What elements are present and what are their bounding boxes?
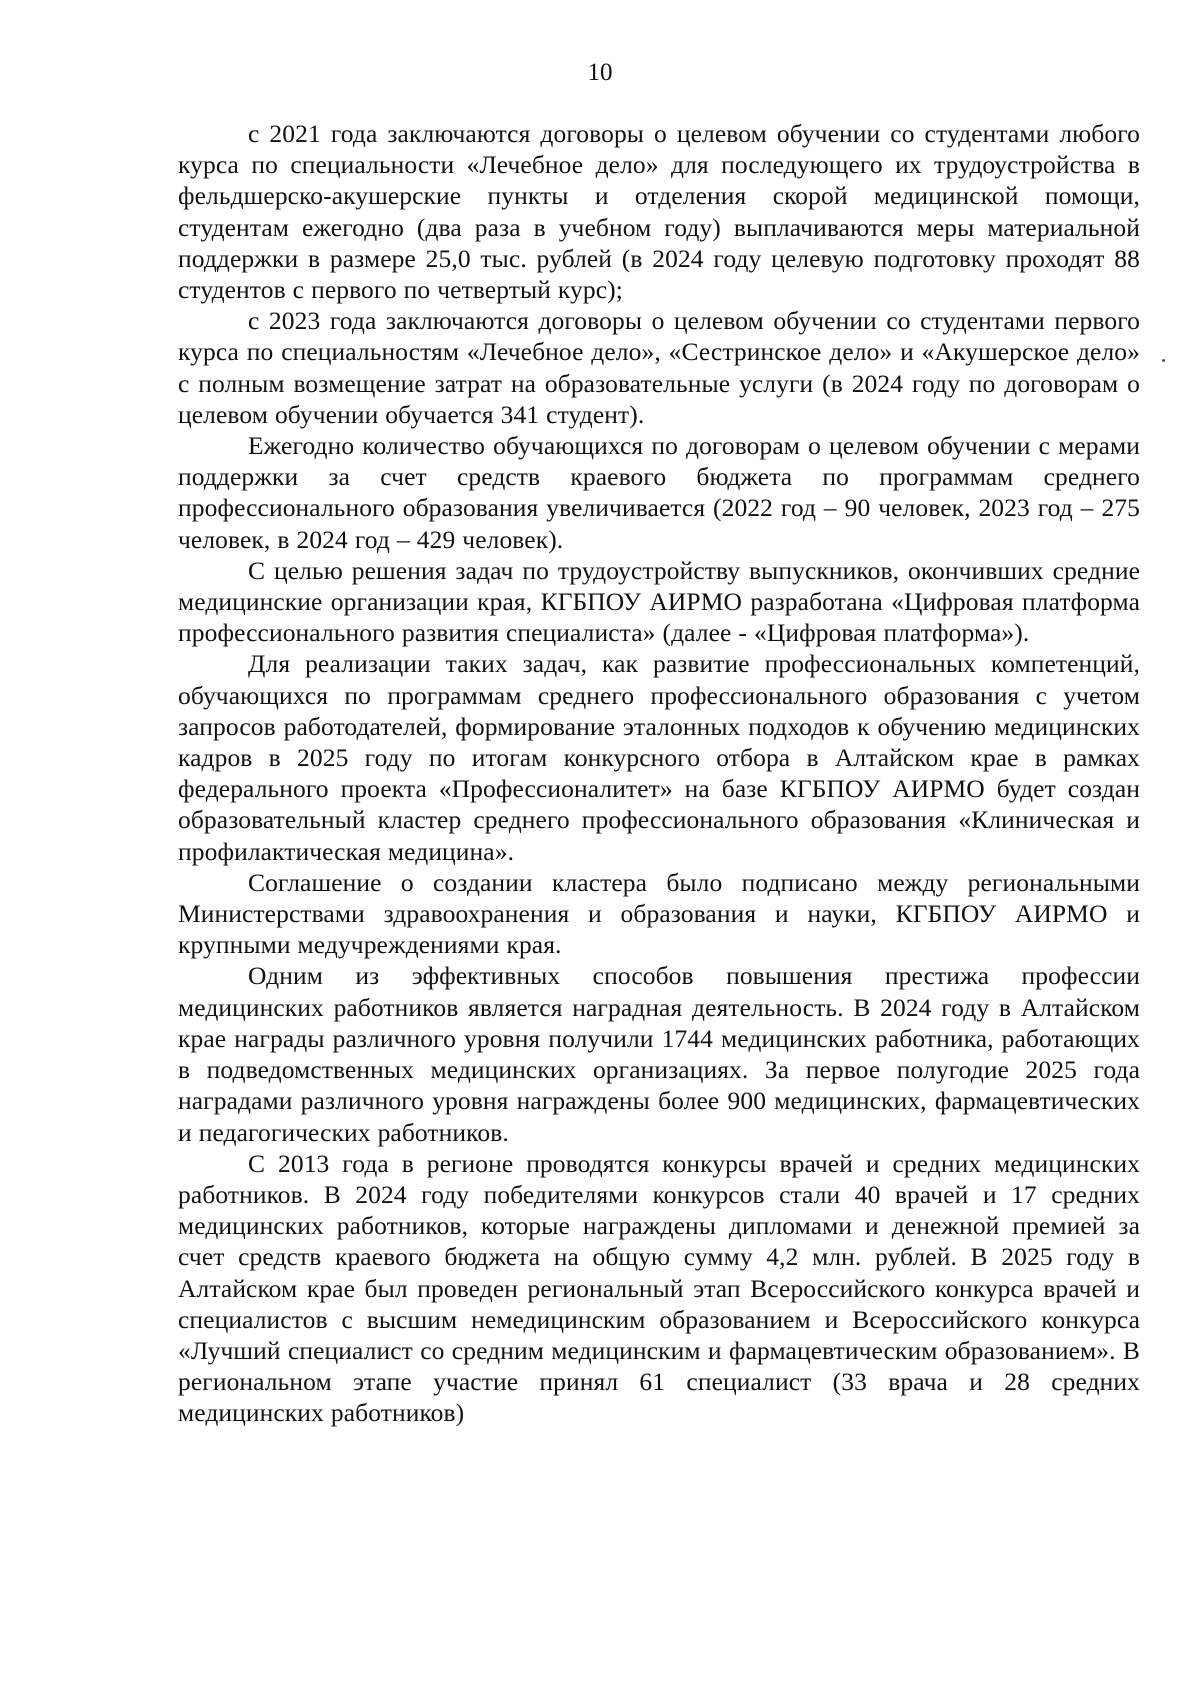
paragraph-awards: Одним из эффективных способов повышения престижа профессии медицинских работников является наградная деятельность. В 2024 году в Алтайском крае награды различного уровня получили 1744 медицинских работника, работающих в подведомственных медицинских организациях. За первое полугодие 2025 года наградами различного уровня награждены более 900 медицинских, фармацевтических и педагогических работников. (178, 961, 1140, 1147)
paragraph-digital-platform: С целью решения задач по трудоустройству выпускников, окончивших средние медицинские организации края, КГБПОУ АИРМО разработана «Цифровая платформа профессионального развития специалиста» (далее - «Цифровая платформа»). (178, 555, 1140, 648)
paragraph-targeted-training-2023: с 2023 года заключаются договоры о целевом обучении со студентами первого курса по специальностям «Лечебное дело», «Сестринское дело» и «Акушерское дело» с полным возмещение затрат на образовательные услуги (в 2024 году по договорам о целевом обучении обучается 341 студент). (178, 306, 1140, 429)
scan-artifact-dot (1162, 359, 1165, 362)
paragraph-education-cluster: Для реализации таких задач, как развитие профессиональных компетенций, обучающихся по программам среднего профессионального образования с учетом запросов работодателей, формирование эталонных подходов к обучению медицинских кадров в 2025 году по итогам конкурсного отбора в Алтайском крае в рамках федерального проекта «Профессионалитет» на базе КГБПОУ АИРМО будет создан образовательный кластер среднего профессионального образования «Клиническая и профилактическая медицина». (178, 649, 1140, 866)
paragraph-student-count-growth: Ежегодно количество обучающихся по договорам о целевом обучении с мерами поддержки за счет средств краевого бюджета по программам среднего профессионального образования увеличивается (2022 год – 90 человек, 2023 год – 275 человек, в 2024 год – 429 человек). (178, 431, 1140, 554)
paragraph-targeted-training-2021: с 2021 года заключаются договоры о целевом обучении со студентами любого курса по специальности «Лечебное дело» для последующего их трудоустройства в фельдшерско-акушерские пункты и отделения скорой медицинской помощи, студентам ежегодно (два раза в учебном году) выплачиваются меры материальной поддержки в размере 25,0 тыс. рублей (в 2024 году целевую подготовку проходят 88 студентов с первого по четвертый курс); (178, 119, 1140, 305)
paragraph-competitions: С 2013 года в регионе проводятся конкурсы врачей и средних медицинских работников. В 2024 году победителями конкурсов стали 40 врачей и 17 средних медицинских работников, которые награждены дипломами и денежной премией за счет средств краевого бюджета на общую сумму 4,2 млн. рублей. В 2025 году в Алтайском крае был проведен региональный этап Всероссийского конкурса врачей и специалистов с высшим немедицинским образованием и Всероссийского конкурса «Лучший специалист со средним медицинским и фармацевтическим образованием». В региональном этапе участие принял 61 специалист (33 врача и 28 средних медицинских работников) (178, 1148, 1140, 1428)
page-number: 10 (587, 59, 613, 86)
paragraph-cluster-agreement: Соглашение о создании кластера было подписано между региональными Министерствами здравоохранения и образования и науки, КГБПОУ АИРМО и крупными медучреждениями края. (178, 867, 1140, 960)
document-body (178, 118, 1140, 1429)
